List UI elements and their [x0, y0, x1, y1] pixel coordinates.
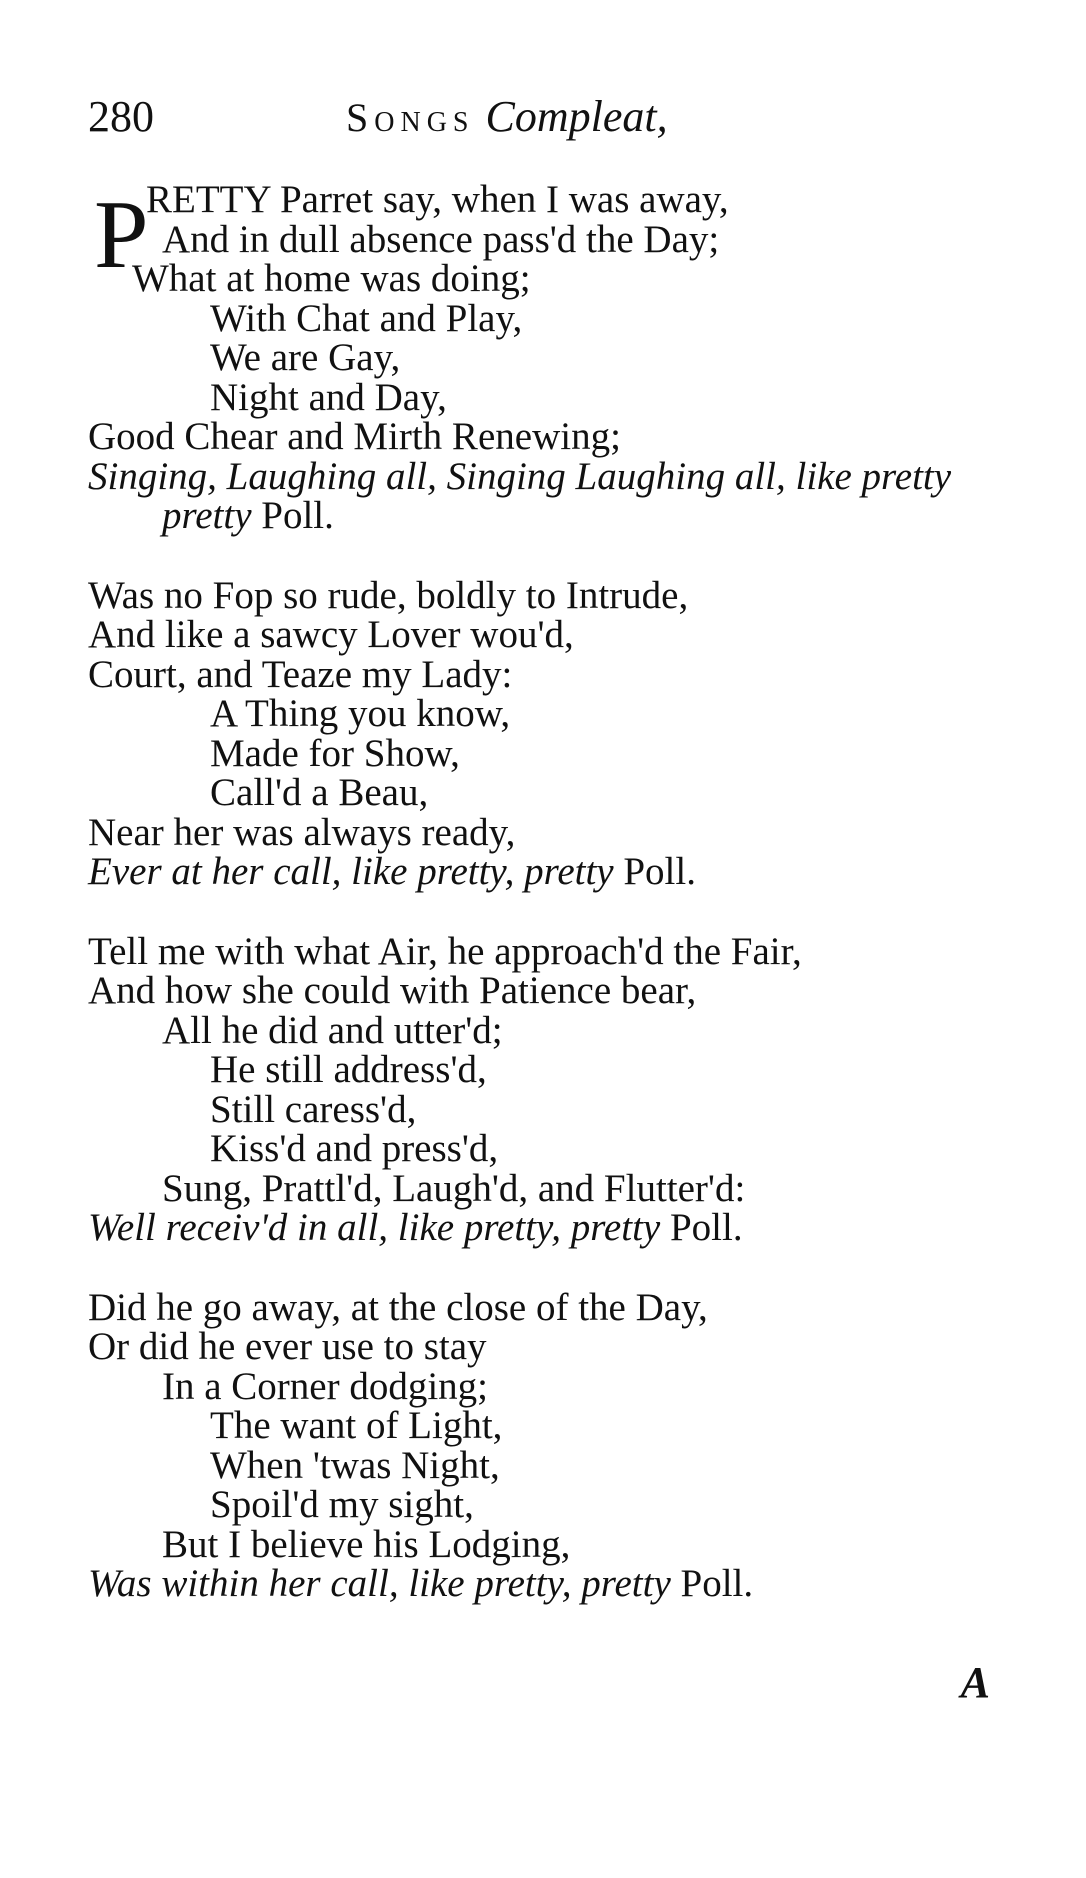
catchword: A	[960, 1658, 990, 1707]
verse-line	[0, 852, 1086, 892]
poem-body	[0, 180, 1086, 1644]
verse-line	[0, 810, 1086, 854]
verse-line	[0, 296, 1086, 340]
roman-text: With Chat and Play,	[210, 296, 523, 340]
verse-line	[0, 731, 1086, 775]
roman-text: Sung, Prattl'd, Laugh'd, and Flutter'd:	[162, 1166, 746, 1210]
roman-text: Or did he ever use to stay	[88, 1325, 487, 1368]
verse-line	[0, 1050, 1086, 1090]
verse-line	[0, 1564, 1086, 1604]
stanza	[0, 573, 1086, 893]
roman-text: And like a sawcy Lover wou'd,	[88, 613, 574, 656]
roman-text: We are Gay,	[210, 336, 401, 379]
stanza	[0, 929, 1086, 1249]
roman-text: Kiss'd and press'd,	[210, 1127, 499, 1170]
roman-text: When 'twas Night,	[210, 1443, 500, 1487]
verse-line	[0, 773, 1086, 813]
roman-text: And how she could with Patience bear,	[88, 969, 697, 1012]
verse-line	[0, 1485, 1086, 1525]
verse-line	[0, 1406, 1086, 1446]
drop-cap: P	[94, 181, 149, 289]
roman-text: Still caress'd,	[210, 1087, 417, 1131]
roman-text: Poll.	[660, 1206, 743, 1249]
roman-text: Court, and Teaze my Lady:	[88, 652, 513, 696]
verse-line	[0, 1166, 1086, 1210]
roman-text: Night and Day,	[210, 375, 447, 419]
roman-text: Was no Fop so rude, boldly to Intrude,	[88, 573, 689, 617]
roman-text: Near her was always ready,	[88, 810, 516, 854]
verse-line	[0, 180, 1086, 220]
verse-line	[0, 338, 1086, 378]
roman-text: Tell me with what Air, he approach'd the Fair,	[88, 929, 802, 973]
verse-line	[0, 615, 1086, 655]
verse-line	[0, 1087, 1086, 1131]
verse-line	[0, 375, 1086, 419]
roman-text: RETTY Parret say, when I was away,	[146, 178, 729, 221]
verse-line	[0, 1522, 1086, 1566]
verse-line	[0, 1364, 1086, 1408]
verse-line	[0, 496, 1086, 536]
italic-text: Ever at her call, like pretty, pretty	[88, 850, 614, 893]
roman-text: Good Chear and Mirth Renewing;	[88, 415, 621, 458]
verse-line	[0, 694, 1086, 734]
stanza	[0, 1285, 1086, 1605]
verse-line	[0, 1129, 1086, 1169]
verse-line	[0, 971, 1086, 1011]
roman-text: Poll.	[251, 494, 334, 537]
verse-line	[0, 652, 1086, 696]
roman-text: He still address'd,	[210, 1048, 487, 1091]
roman-text: Did he go away, at the close of the Day,	[88, 1285, 708, 1329]
verse-line	[0, 259, 1086, 299]
page-number: 280	[88, 92, 154, 141]
title-caps: Songs	[346, 95, 475, 140]
verse-line	[0, 1285, 1086, 1329]
roman-text: Poll.	[613, 850, 696, 893]
roman-text: Call'd a Beau,	[210, 771, 429, 814]
roman-text: But I believe his Lodging,	[162, 1522, 571, 1566]
verse-line	[0, 1008, 1086, 1052]
verse-line	[0, 217, 1086, 261]
roman-text: Spoil'd my sight,	[210, 1483, 474, 1526]
verse-line	[0, 573, 1086, 617]
roman-text: A Thing you know,	[210, 692, 511, 735]
verse-line	[0, 1208, 1086, 1248]
verse-line	[0, 417, 1086, 457]
verse-line	[0, 1443, 1086, 1487]
italic-text: Well receiv'd in all, like pretty, pretty	[88, 1206, 661, 1249]
running-title	[346, 92, 668, 143]
italic-text: Was within her call, like pretty, pretty	[88, 1562, 671, 1605]
roman-text: And in dull absence pass'd the Day;	[162, 217, 720, 261]
stanza	[0, 180, 1086, 536]
roman-text: The want of Light,	[210, 1404, 503, 1447]
italic-text: pretty	[162, 494, 252, 537]
verse-line	[0, 929, 1086, 973]
verse-line	[0, 454, 1086, 498]
roman-text: In a Corner dodging;	[162, 1364, 489, 1408]
roman-text: Made for Show,	[210, 731, 460, 775]
roman-text: Poll.	[670, 1562, 754, 1605]
verse-line	[0, 1327, 1086, 1367]
italic-text: Singing, Laughing all, Singing Laughing all, like pretty	[88, 454, 952, 498]
roman-text: What at home was doing;	[132, 257, 531, 300]
title-italic: Compleat,	[485, 92, 668, 141]
roman-text: All he did and utter'd;	[162, 1008, 503, 1052]
